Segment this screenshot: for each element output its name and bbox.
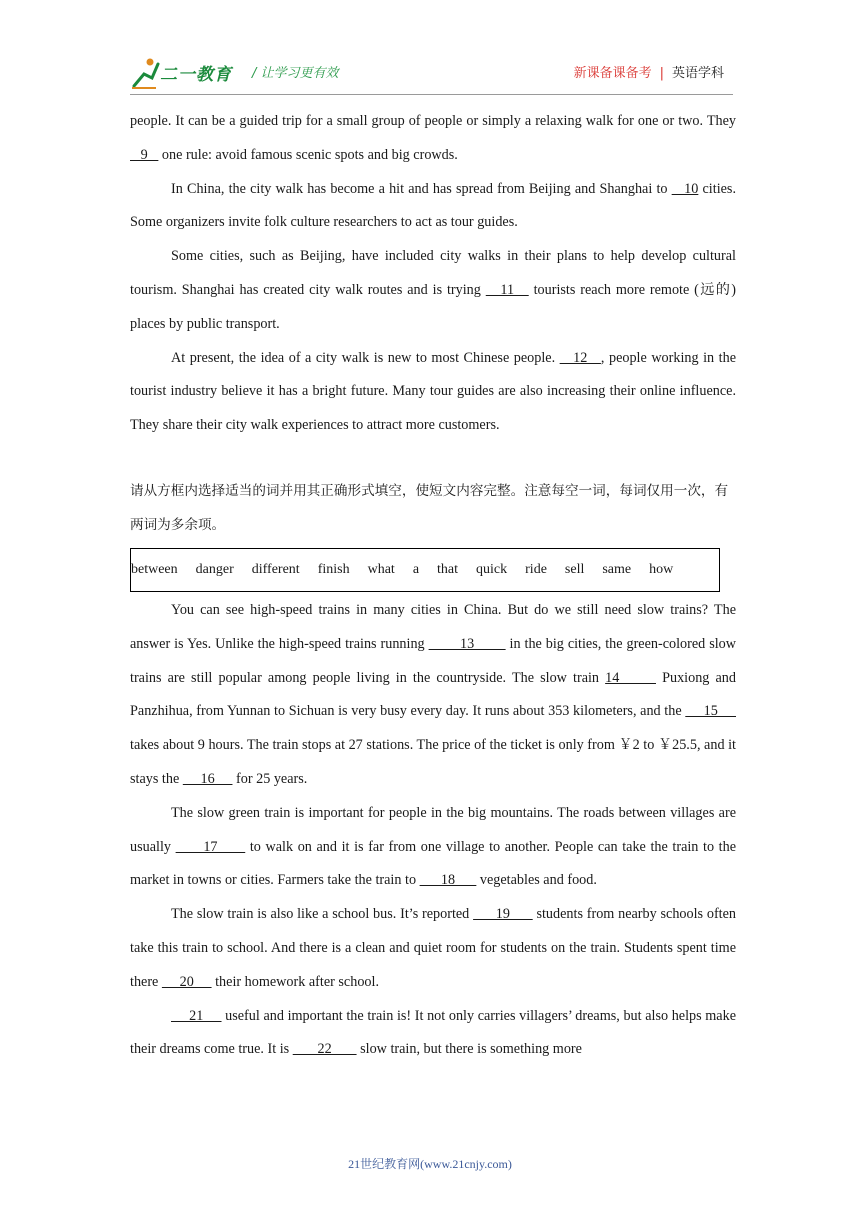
paragraph bbox=[130, 1000, 736, 1068]
blank-22: 22 bbox=[292, 1041, 357, 1058]
blank-16: 16 bbox=[182, 770, 233, 787]
blank-17: 17 bbox=[175, 838, 246, 855]
blank-11: 11 bbox=[485, 281, 529, 298]
text: You can see high-speed trains in many cities in China. But do we still need slow trains? The answer is Yes. Unlike the high-speed trains running bbox=[130, 601, 736, 652]
logo-text: 二一教育 bbox=[160, 65, 232, 84]
header-divider bbox=[130, 94, 733, 95]
runner-logo-icon bbox=[130, 56, 160, 90]
word-option: that bbox=[437, 561, 459, 577]
word-option: danger bbox=[195, 561, 234, 577]
word-option: sell bbox=[564, 561, 585, 577]
paragraph bbox=[130, 594, 736, 797]
blank-14: 14 bbox=[605, 669, 656, 686]
blank-21: 21 bbox=[171, 1007, 222, 1024]
word-option: quick bbox=[476, 561, 508, 577]
text: cities. Some organizers invite folk culture researchers to act as tour guides. bbox=[130, 180, 736, 231]
blank-10: 10 bbox=[671, 180, 699, 197]
paragraph bbox=[130, 797, 736, 898]
instruction: 请从方框内选择适当的词并用其正确形式填空，使短文内容完整。注意每空一词，每词仅用一次，有两词为多余项。 bbox=[130, 482, 729, 533]
paragraph bbox=[130, 173, 736, 241]
word-option: what bbox=[367, 561, 395, 577]
paragraph bbox=[130, 898, 736, 999]
text: useful and important the train is! It not only carries villagers’ dreams, but also helps make their dreams come true. It is bbox=[130, 1007, 736, 1058]
text: The slow train is also like a school bus. It’s reported bbox=[171, 906, 474, 923]
blank-19: 19 bbox=[473, 906, 533, 923]
blank-12: 12 bbox=[559, 349, 601, 366]
text: students from nearby schools often take this train to school. And there is a clean and quiet room for students on the train. Students spent time there bbox=[130, 906, 737, 990]
document-body bbox=[130, 105, 736, 1067]
text: one rule: avoid famous scenic spots and big crowds. bbox=[158, 146, 458, 163]
text: In China, the city walk has become a hit and has spread from Beijing and Shanghai to bbox=[171, 180, 672, 197]
text: takes about 9 hours. The train stops at 27 stations. The price of the ticket is only from ￥2 to ￥25.5, and it stays the bbox=[130, 737, 736, 787]
text: vegetables and food. bbox=[476, 872, 597, 889]
header-course-label: 新课备课备考 bbox=[573, 66, 652, 81]
text: in the big cities, the green-colored slow trains are still popular among people living in the countryside. The slow train bbox=[130, 635, 736, 686]
header-separator: | bbox=[659, 66, 664, 81]
slogan: / 让学习更有效 bbox=[252, 66, 339, 81]
text: Some cities, such as Beijing, have included city walks in their plans to help develop cultural tourism. Shanghai has created city walk routes and is trying bbox=[130, 248, 736, 298]
text: tourists reach more remote (远的) places by public transport. bbox=[130, 281, 736, 332]
paragraph bbox=[130, 342, 736, 443]
text: their homework after school. bbox=[211, 973, 379, 990]
word-option: finish bbox=[317, 561, 350, 577]
text: , people working in the tourist industry believe it has a bright future. Many tour guides are also increasing their online influence. They share their city walk experiences to attract more customers. bbox=[130, 349, 736, 434]
page-header bbox=[130, 50, 730, 90]
blank-20: 20 bbox=[161, 973, 212, 990]
text: people. It can be a guided trip for a small group of people or simply a relaxing walk for one or two. They bbox=[130, 113, 736, 129]
word-option: how bbox=[649, 561, 674, 577]
word-option: a bbox=[412, 561, 420, 577]
text: Puxiong and Panzhihua, from Yunnan to Sichuan is very busy every day. It runs about 353 kilometers, and the bbox=[130, 669, 736, 720]
blank-18: 18 bbox=[419, 872, 477, 889]
word-option: ride bbox=[525, 561, 547, 577]
word-option: same bbox=[602, 561, 632, 577]
logo bbox=[130, 56, 248, 90]
header-subject-label: 英语学科 bbox=[671, 66, 724, 81]
header-subject bbox=[574, 62, 724, 81]
word-box bbox=[130, 548, 720, 592]
blank-15: 15 bbox=[685, 703, 736, 720]
paragraph bbox=[130, 105, 736, 173]
word-option: between bbox=[131, 561, 178, 577]
text: slow train, but there is something more bbox=[356, 1041, 582, 1058]
blank-9: 9 bbox=[130, 146, 159, 163]
text: The slow green train is important for people in the big mountains. The roads between villages are usually bbox=[130, 804, 736, 855]
text: for 25 years. bbox=[232, 770, 308, 787]
word-option: different bbox=[251, 561, 300, 577]
text: At present, the idea of a city walk is new to most Chinese people. bbox=[171, 349, 560, 366]
blank-13: 13 bbox=[428, 635, 506, 652]
text: to walk on and it is far from one village to another. People can take the train to the market in towns or cities. Farmers take the train to bbox=[130, 838, 737, 889]
paragraph bbox=[130, 240, 736, 341]
page-footer: 21世纪教育网(www.21cnjy.com) bbox=[348, 1157, 512, 1171]
